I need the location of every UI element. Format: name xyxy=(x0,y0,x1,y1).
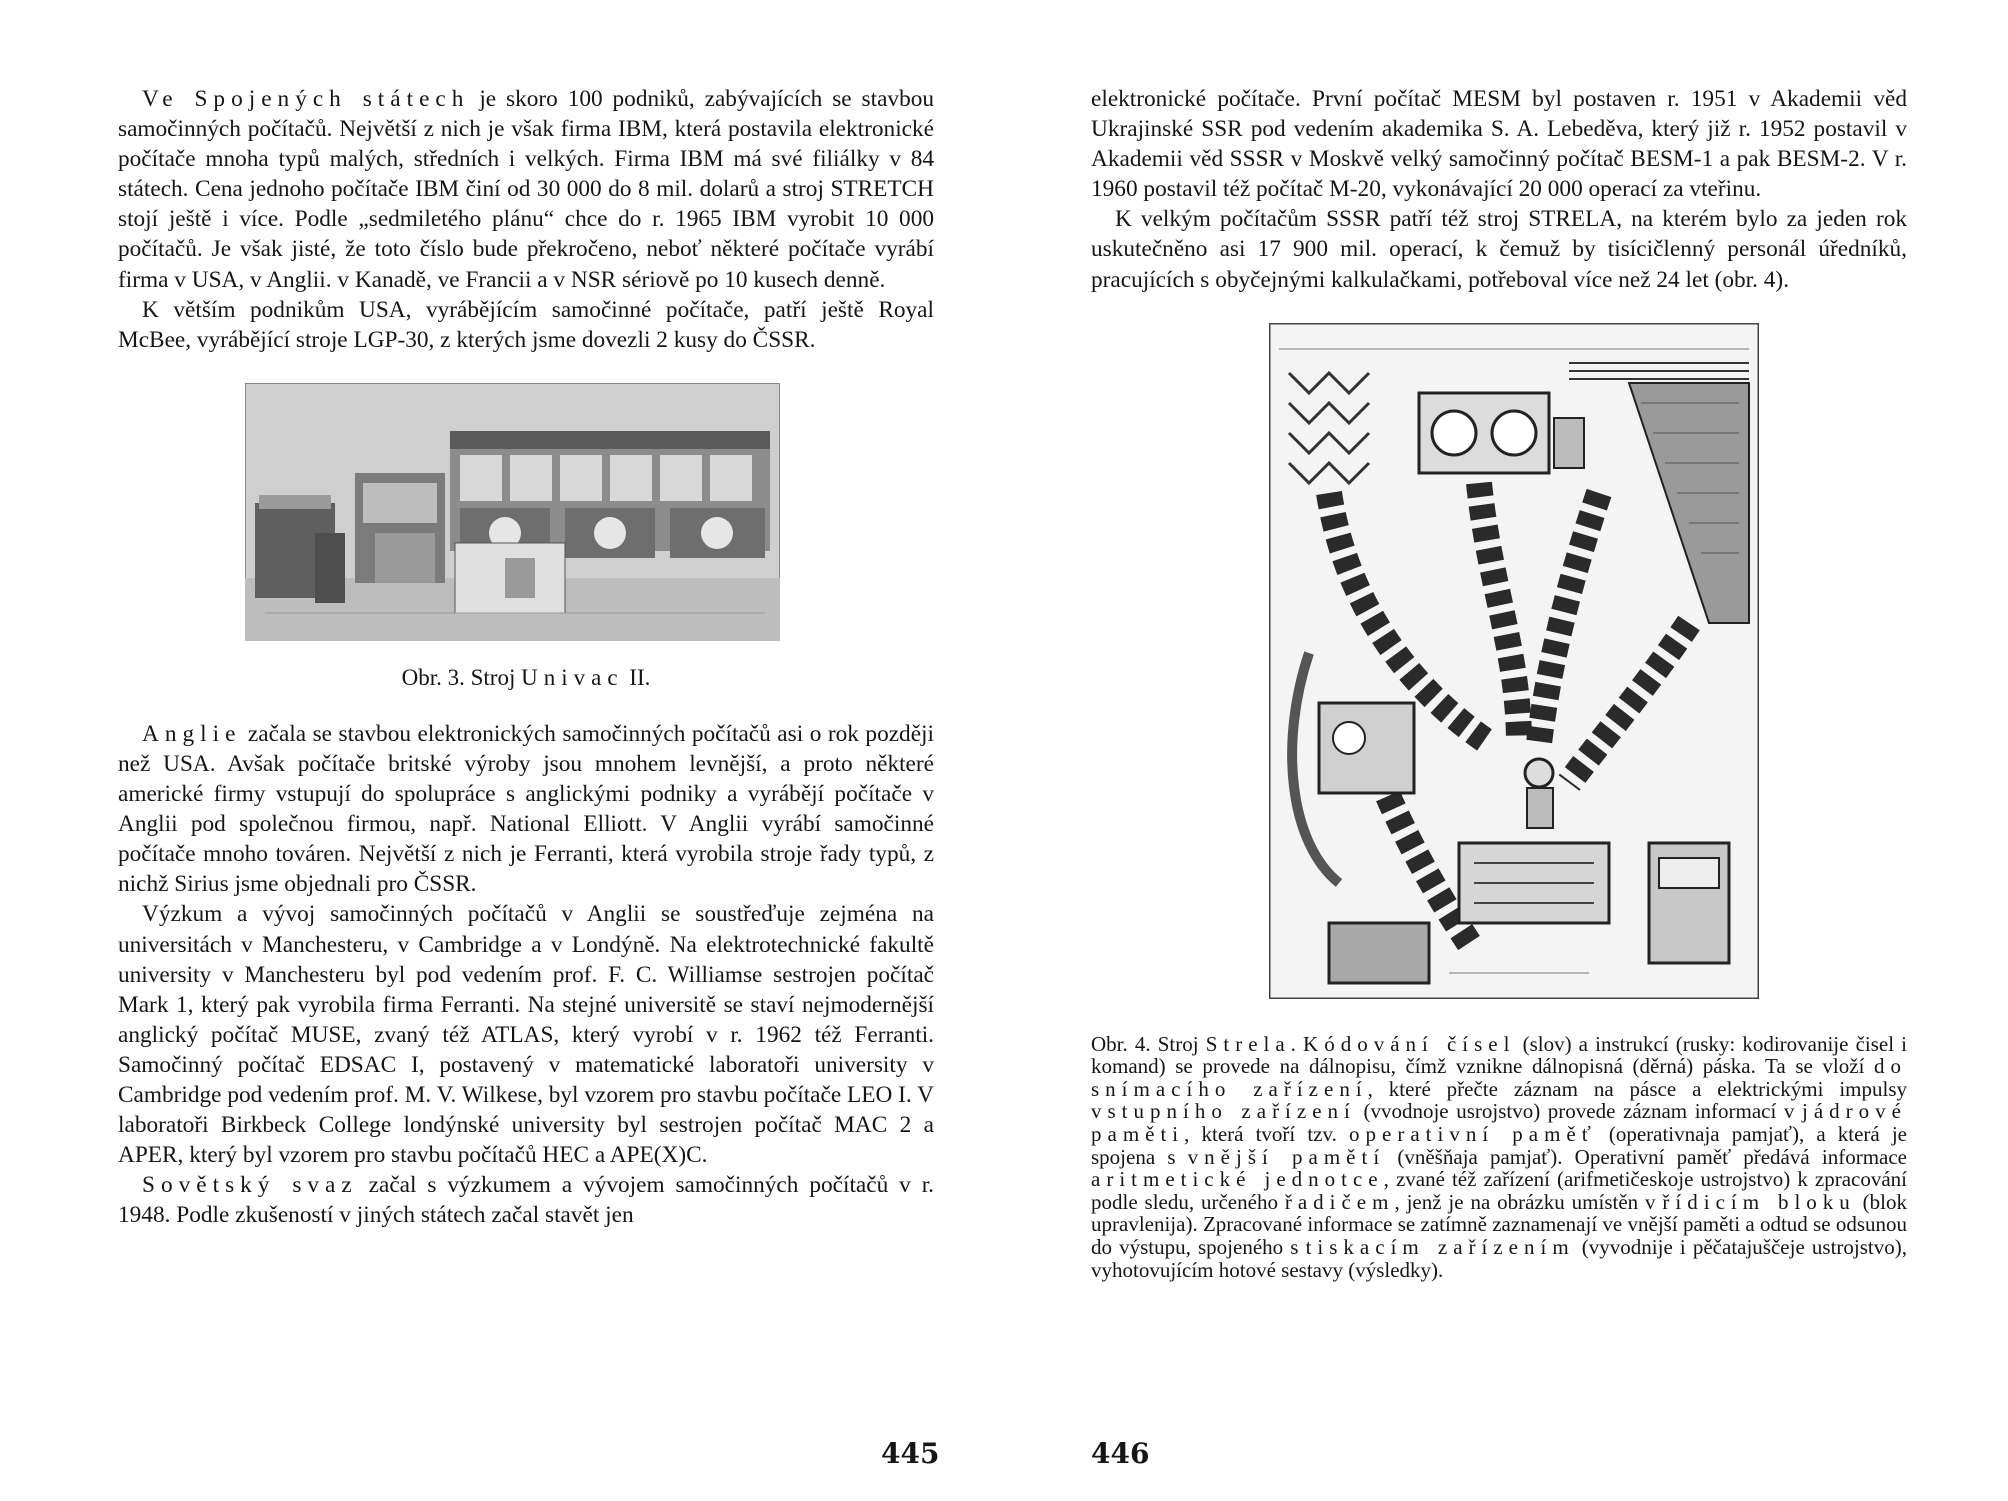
caption-spaced-term: jádrové paměti xyxy=(1091,1099,1907,1147)
caption-prefix: Obr. 3. Stroj xyxy=(401,664,516,690)
caption-machine-name: Univac xyxy=(521,664,624,690)
paragraph-mesm: elektronické počítače. První počítač MESM byl postaven r. 1951 v Akademii věd Ukrajinské SSR pod vedením akademika S. A. Lebeděva, který již r. 1952 postavil v Akademii věd SSSR v Moskvě velký samočinný počítač BESM-1 a pak BESM-2. V r. 1960 postavil též počítač M-20, vykonávající 20 000 operací za vteřinu. xyxy=(1091,86,1907,203)
caption-text: Obr. 4. Stroj xyxy=(1091,1031,1206,1056)
strela-illustration xyxy=(1269,323,1759,999)
caption-text: . xyxy=(1290,1031,1304,1056)
caption-spaced-term: operativní paměť xyxy=(1349,1122,1597,1147)
caption-text: (operativnaja pamjať), a která je spojena s xyxy=(1091,1122,1907,1169)
figure-3-caption xyxy=(118,665,934,691)
caption-spaced-term: vnější pamětí xyxy=(1187,1144,1386,1169)
univac-machine-illustration xyxy=(245,383,780,641)
right-text-column xyxy=(1091,84,1907,1302)
paragraph-royal-mcbee: K větším podnikům USA, vyrábějícím samočinné počítače, patří ještě Royal McBee, vyrábějící stroje LGP-30, z kterých jsme dovezli 2 kusy do ČSSR. xyxy=(118,296,934,353)
paragraph-text: začal s výzkumem a vývojem samočinných počítačů v r. 1948. Podle zkušeností v jiných státech začal stavět jen xyxy=(118,1172,935,1229)
right-page xyxy=(1004,0,2008,1501)
paragraph-research-england: Výzkum a vývoj samočinných počítačů v Anglii se soustřeďuje zejména na universitách v Manchesteru, v Cambridge a v Londýně. Na elektrotechnické fakultě university v Manchesteru byl pod vedením prof. F. C. Williamse sestrojen počítač Mark 1, který pak vyrobila firma Ferranti. Na stejné universitě se staví nejmodernější anglický počítač MUSE, zvaný též ATLAS, který vyrobí v r. 1962 též Ferranti. Samočinný počítač EDSAC I, postavený v matematické laboratoři university v Cambridge pod vedením prof. M. V. Wilkese, byl vzorem pro stavbu počítače LEO I. V laboratoři Birkbeck College londýnské university byl sestrojen počítač MAC 2 a APER, který byl vzorem pro stavbu počítačů HEC a APE(X)C. xyxy=(118,901,934,1169)
paragraph-text: začala se stavbou elektronických samočinných počítačů asi o rok později než USA. Avšak počítače britské výroby jsou mnohem levnější, a proto některé americké firmy vstupují do spolupráce s anglickými podniky a vyrábějí počítače v Anglii pod společnou firmou, např. National Elliott. V Anglii vyrábí samočinné počítače mnoho továren. Největší z nich je Ferranti, která vyrobila stroje řady typů, z nichž Sirius jsme objednali pro ČSSR. xyxy=(118,720,934,898)
figure-univac-photo xyxy=(245,383,780,641)
caption-spaced-term: vstupního zařízení xyxy=(1091,1099,1356,1124)
paragraph-usa xyxy=(118,84,934,295)
caption-text: (blok upravlenija). Zpracované informace se zatímně zaznamenají ve vnější paměti a odtud se odsunou do výstupu, spojeného s xyxy=(1091,1189,1907,1259)
caption-spaced-term: aritmetické jednotce xyxy=(1091,1167,1384,1192)
caption-spaced-term: do snímacího zařízení xyxy=(1091,1054,1907,1101)
caption-suffix: II. xyxy=(629,664,651,690)
caption-text: (vvodnoje usrojstvo) provede záznam informací v xyxy=(1355,1099,1802,1124)
caption-spaced-term: Kódování čísel xyxy=(1303,1031,1516,1056)
caption-spaced-term: řadičem xyxy=(1284,1189,1395,1214)
spaced-term: Anglie xyxy=(142,720,242,747)
caption-text: (vyvodnije i pěčatajuščeje ustrojstvo), vyhotovujícím hotové sestavy (výsledky). xyxy=(1091,1235,1907,1282)
caption-text: , které přečte záznam na pásce a elektrickými impulsy xyxy=(1367,1076,1907,1101)
paragraph-england xyxy=(118,719,934,900)
spaced-term: Sovětský svaz xyxy=(142,1172,358,1199)
left-text-column xyxy=(118,84,934,1230)
caption-text: , zvané též zařízení (arifmetičeskoje ustrojstvo) k zpracování podle sledu, určeného xyxy=(1091,1167,1907,1214)
caption-text: , která tvoří tzv. xyxy=(1184,1122,1350,1147)
caption-spaced-term: Strela xyxy=(1205,1031,1291,1056)
spaced-term: Ve Spojených státech xyxy=(142,86,470,112)
figure-4-caption xyxy=(1091,1033,1907,1282)
paragraph-strela: K velkým počítačům SSSR patří též stroj STRELA, na kterém bylo za jeden rok uskutečněno asi 17 900 mil. operací, k čemuž by tisícičlenný personál úředníků, pracujících s obyčejnými kalkulačkami, potřeboval více než 24 let (obr. 4). xyxy=(1091,206,1907,293)
paragraph-soviet-union xyxy=(118,1170,934,1230)
caption-text: , jenž je na obrázku umístěn v xyxy=(1394,1189,1663,1214)
page-number-left: 445 xyxy=(881,1437,940,1470)
paragraph-text: je skoro 100 podniků, zabývajících se stavbou samočinných počítačů. Největší z nich je však firma IBM, která postavila elektronické počítače mnoha typů malých, středních i velkých. Firma IBM má své filiálky v 84 státech. Cena jednoho počítače IBM činí od 30 000 do 8 mil. dolarů a stroj STRETCH stojí ještě i více. Podle „sedmiletého plánu“ chce do r. 1965 IBM vyrobit 10 000 počítačů. Je však jisté, že toto číslo bude překročeno, neboť některé počítače vyrábí firma v USA, v Anglii. v Kanadě, ve Francii a v NSR sériově po 10 kusech denně. xyxy=(118,86,935,293)
caption-spaced-term: řídicím bloku xyxy=(1662,1189,1856,1214)
caption-text: (vněšňaja pamjať). Operativní paměť předává informace xyxy=(1385,1144,1907,1169)
figure-strela-diagram xyxy=(1269,323,1759,999)
caption-spaced-term: tiskacím zařízením xyxy=(1305,1235,1575,1259)
page-number-right: 446 xyxy=(1091,1437,1150,1470)
caption-text: (slov) a instrukcí (rusky: kodirovanije čisel i komand) se provede na dálnopisu, čímž vznikne dálnopisná (děrná) páska. Ta se vloží xyxy=(1091,1031,1908,1079)
